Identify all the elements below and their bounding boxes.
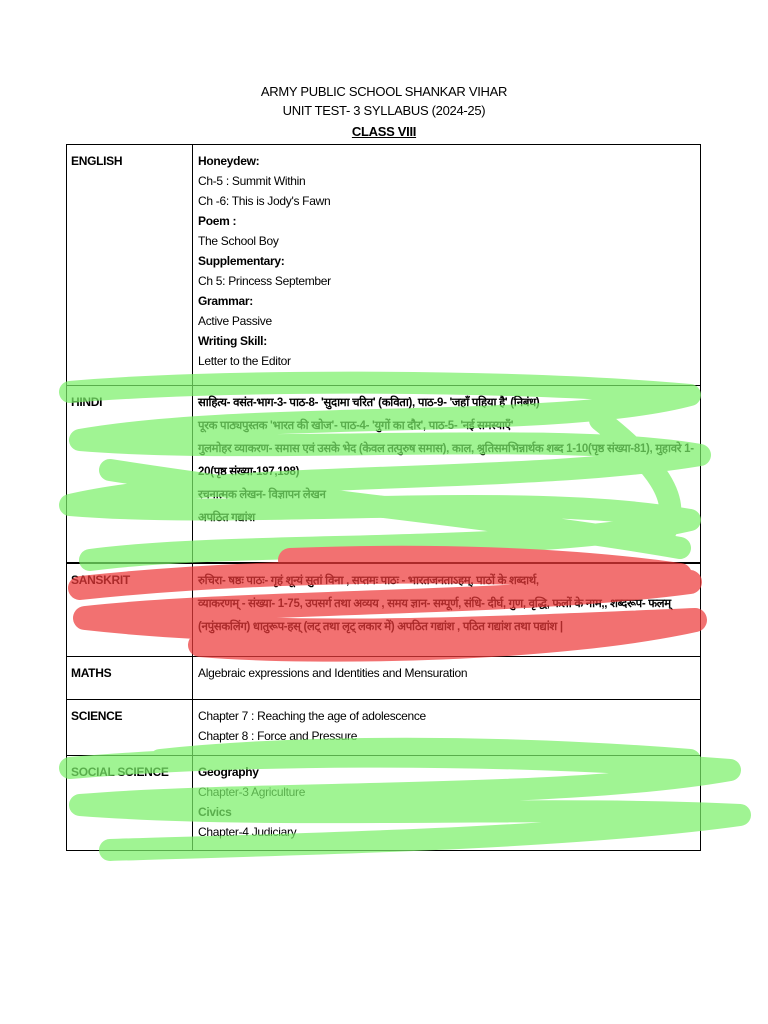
- section-heading: Grammar:: [198, 294, 253, 308]
- syllabus-table: [66, 144, 701, 851]
- subject-hindi: HINDI: [67, 386, 193, 564]
- list-item: Chapter-3 Agriculture: [198, 785, 306, 799]
- hindi-content: [193, 386, 701, 564]
- table-row: [67, 657, 701, 700]
- subject-english: ENGLISH: [67, 145, 193, 386]
- list-item: गुलमोहर व्याकरण- समास एवं उसके भेद (केवल तत्पुरुष समास), काल, श्रुतिसमभिन्नार्थक शब्द 1-10(पृष्ठ संख्या-81), मुहावरे 1-20(पृष्ठ संख्या-197,198): [198, 443, 694, 478]
- subject-social-science: SOCIAL SCIENCE: [67, 756, 193, 851]
- section-heading: Poem :: [198, 214, 237, 228]
- section-heading: Honeydew:: [198, 154, 260, 168]
- table-row: [67, 756, 701, 851]
- list-item: रचनात्मक लेखन- विज्ञापन लेखन: [198, 489, 326, 501]
- list-item: Letter to the Editor: [198, 354, 291, 368]
- list-item: Ch -6: This is Jody's Fawn: [198, 194, 331, 208]
- list-item: Chapter-4 Judiciary: [198, 825, 297, 839]
- social-science-content: [193, 756, 701, 851]
- table-row: [67, 386, 701, 564]
- list-item: पूरक पाठ्यपुस्तक 'भारत की खोज'- पाठ-4- 'युगों का दौर', पाठ-5- 'नई समस्याएँ': [198, 420, 514, 432]
- list-item: The School Boy: [198, 234, 279, 248]
- list-item: अपठित गद्यांश: [198, 512, 255, 524]
- list-item: साहित्य- वसंत-भाग-3- पाठ-8- 'सुदामा चरित' (कविता), पाठ-9- 'जहाँ पहिया है' (निबंध): [198, 397, 540, 409]
- list-item: Chapter 7 : Reaching the age of adolescence: [198, 709, 426, 723]
- table-row: [67, 563, 701, 657]
- subject-science: SCIENCE: [67, 700, 193, 756]
- english-content: [193, 145, 701, 386]
- section-heading: Civics: [198, 805, 232, 819]
- list-item: Chapter 8 : Force and Pressure: [198, 729, 358, 743]
- section-heading: Writing Skill:: [198, 334, 267, 348]
- list-item: व्याकरणम् - संख्या- 1-75, उपसर्ग तथा अव्यय , समय ज्ञान- सम्पूर्ण, संधि- दीर्घ, गुण, वृद्धि, फलों के नाम,, शब्दरूप- फलम् (नपुंसकलिंग) धातुरूप-हस् (लट् तथा लृट् लकार में) अपठित गद्यांश , पठित गद्यांश तथा पद्यांश |: [198, 598, 671, 633]
- sanskrit-content: [193, 563, 701, 657]
- subject-sanskrit: SANSKRIT: [67, 563, 193, 657]
- list-item: रुचिरा- षष्ठः पाठः- गृहं शून्यं सुतां विना , सप्तमः पाठः - भारतजनताऽहम्, पाठों के शब्दार्थ,: [198, 575, 539, 587]
- table-row: [67, 145, 701, 386]
- list-item: Ch 5: Princess September: [198, 274, 331, 288]
- list-item: Active Passive: [198, 314, 272, 328]
- test-title: UNIT TEST- 3 SYLLABUS (2024-25): [282, 103, 486, 118]
- section-heading: Geography: [198, 765, 259, 779]
- maths-content: [193, 657, 701, 700]
- subject-maths: MATHS: [67, 657, 193, 700]
- list-item: Algebraic expressions and Identities and Mensuration: [198, 666, 468, 680]
- school-name: ARMY PUBLIC SCHOOL SHANKAR VIHAR: [260, 84, 508, 99]
- list-item: Ch-5 : Summit Within: [198, 174, 306, 188]
- section-heading: Supplementary:: [198, 254, 285, 268]
- class-title: CLASS VIII: [351, 124, 417, 139]
- table-row: [67, 700, 701, 756]
- science-content: [193, 700, 701, 756]
